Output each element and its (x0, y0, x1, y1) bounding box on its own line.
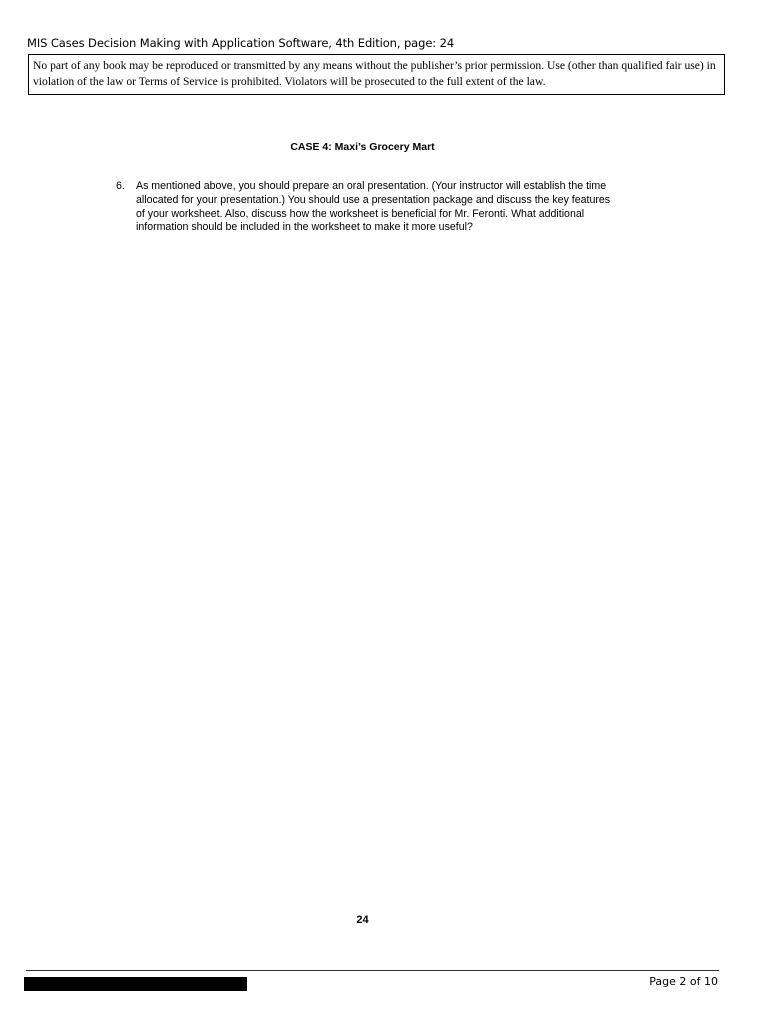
footer-divider (26, 970, 719, 971)
case-title: CASE 4: Maxi’s Grocery Mart (290, 141, 435, 153)
question-number: 6. (116, 180, 125, 192)
question-item (116, 180, 616, 235)
book-page-number: 24 (356, 914, 369, 926)
document-header-title: MIS Cases Decision Making with Application Software, 4th Edition, page: 24 (27, 36, 455, 50)
redaction-bar (24, 977, 247, 991)
question-text: As mentioned above, you should prepare an oral presentation. (Your instructor will establish the time allocated for your presentation.) You should use a presentation package and discuss the key features of your worksheet. Also, discuss how the worksheet is beneficial for Mr. Feronti. What additional information should be included in the worksheet to make it more useful? (136, 180, 611, 234)
copyright-notice: No part of any book may be reproduced or transmitted by any means without the publisher’s prior permission. Use (other than qualified fair use) in violation of the law or Terms of Service is prohibited. Violators will be prosecuted to the full extent of the law. (28, 54, 725, 95)
page-counter: Page 2 of 10 (649, 975, 718, 988)
